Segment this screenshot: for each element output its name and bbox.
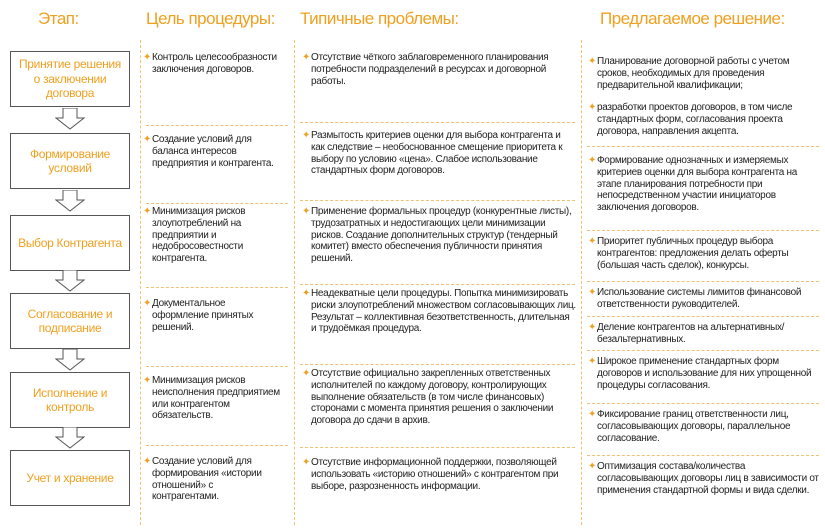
row-separator: [587, 403, 819, 404]
goal-item: [143, 456, 280, 503]
solution-text: Использование системы лимитов финансовой ответственности руководителей.: [597, 287, 802, 310]
solution-item: [588, 461, 819, 496]
bullet-icon: ✦: [143, 456, 152, 467]
bullet-icon: ✦: [588, 322, 597, 333]
bullet-icon: ✦: [302, 52, 311, 63]
down-arrow-icon: [55, 349, 85, 371]
problem-text: Отсутствие чёткого заблаговременного планирования потребности подразделений в ресурсах и договорной работы.: [311, 52, 549, 87]
stage-label: Формирование условий: [29, 146, 111, 175]
header-solution: Предлагаемое решение:: [600, 9, 785, 28]
row-separator: [300, 364, 575, 365]
bullet-icon: ✦: [143, 134, 152, 145]
row-separator: [300, 447, 575, 448]
down-arrow-icon: [55, 427, 85, 449]
stage-label: Согласование и подписание: [27, 306, 113, 335]
stage-box-approval: [10, 293, 130, 349]
problem-item: [302, 206, 576, 265]
bullet-icon: ✦: [588, 102, 597, 113]
row-separator: [587, 281, 819, 282]
row-separator: [146, 366, 288, 367]
bullet-icon: ✦: [302, 130, 311, 141]
bullet-icon: ✦: [143, 52, 152, 63]
bullet-icon: ✦: [588, 461, 597, 472]
bullet-icon: ✦: [143, 375, 152, 386]
bullet-icon: ✦: [143, 206, 152, 217]
solution-text: разработки проектов договоров, в том числе стандартных форм, согласования проекта договора, направления акцепта.: [597, 102, 793, 137]
stage-box-execution: [10, 372, 130, 428]
row-separator: [146, 125, 288, 126]
row-separator: [146, 445, 288, 446]
solution-item: [588, 409, 819, 444]
goal-item: [143, 375, 280, 422]
goal-item: [143, 206, 280, 265]
problem-item: [302, 130, 576, 177]
row-separator: [300, 284, 575, 285]
bullet-icon: ✦: [302, 206, 311, 217]
problem-item: [302, 52, 576, 87]
solution-text: Формирование однозначных и измеряемых критериев оценки для выбора контрагента на этапе планирования потребности при непосредственном участии инициаторов заключения договоров.: [597, 155, 797, 214]
problem-item: [302, 288, 576, 335]
problem-text: Неадекватные цели процедуры. Попытка минимизировать риски злоупотреблений множеством согласовывающих лиц. Результат – коллективная безответственность, длительная и трудоёмкая процедура.: [311, 288, 576, 335]
solution-text: Приоритет публичных процедур выбора контрагентов: предложения делать оферты (большая часть сделок), конкурсы.: [597, 236, 789, 271]
problem-text: Размытость критериев оценки для выбора контрагента и как следствие – необоснованное смещение приоритета к выбору по условию «цена». Слабое использование стандартных форм договоров.: [311, 130, 563, 177]
goal-item: [143, 52, 280, 76]
stage-box-decision: [10, 51, 130, 107]
solution-item: [588, 155, 819, 214]
goal-text: Минимизация рисков неисполнения предприятием или контрагентом обязательств.: [152, 375, 280, 422]
solution-text: Широкое применение стандартных форм договоров и использование для них упрощенной процедуры согласования.: [597, 356, 812, 391]
row-separator: [587, 350, 819, 351]
goal-item: [143, 298, 280, 333]
goal-text: Документальное оформление принятых решений.: [152, 298, 254, 333]
down-arrow-icon: [55, 190, 85, 212]
problem-item: [302, 457, 576, 492]
stage-box-storage: [10, 450, 130, 506]
bullet-icon: ✦: [588, 356, 597, 367]
column-separator: [294, 40, 295, 525]
row-separator: [587, 455, 819, 456]
bullet-icon: ✦: [588, 56, 597, 67]
bullet-icon: ✦: [588, 287, 597, 298]
stage-box-contractor: [10, 215, 130, 271]
solution-text: Планирование договорной работы с учетом сроков, необходимых для проведения предварительной квалификации;: [597, 56, 790, 91]
bullet-icon: ✦: [302, 288, 311, 299]
stage-box-conditions: [10, 133, 130, 189]
column-separator: [140, 40, 141, 525]
solution-text: Фиксирование границ ответственности лиц, согласовывающих договоры, параллельное согласование.: [597, 409, 791, 444]
problem-text: Применение формальных процедур (конкурентные листы), трудозатратных и недостигающих цели минимизации рисков. Создание дополнительных структур (тендерный комитет) вместо обеспечения публичности принятия решений.: [311, 206, 572, 265]
stage-label: Исполнение и контроль: [32, 385, 108, 414]
goal-text: Создание условий для формирования «истории отношений» с контрагентами.: [152, 456, 262, 503]
solution-item: [588, 322, 819, 346]
bullet-icon: ✦: [143, 298, 152, 309]
goal-text: Минимизация рисков злоупотреблений на предприятии и недобросовестности контрагента.: [152, 206, 246, 265]
stage-label: Учет и хранение: [26, 470, 114, 485]
problem-text: Отсутствие официально закрепленных ответственных исполнителей по каждому договору, контролирующих выполнение обязательств (в том числе финансовых) сторонами с момента принятия решения о заключении договора до сдачи в архив.: [311, 368, 554, 427]
header-stage: Этап:: [38, 9, 79, 28]
solution-item: [588, 287, 819, 311]
stage-label: Принятие решения о заключении договора: [18, 57, 121, 101]
problem-item: [302, 368, 576, 427]
solution-text: Деление контрагентов на альтернативных/безальтернативных.: [597, 322, 785, 345]
bullet-icon: ✦: [588, 409, 597, 420]
row-separator: [300, 200, 575, 201]
solution-text: Оптимизация состава/количества согласовывающих договоры лиц в зависимости от применения стандартной формы и вида сделки.: [597, 461, 819, 496]
solution-item: [588, 56, 819, 91]
solution-item: [588, 102, 819, 137]
row-separator: [587, 146, 819, 147]
row-separator: [587, 230, 819, 231]
bullet-icon: ✦: [302, 457, 311, 468]
row-separator: [587, 316, 819, 317]
down-arrow-icon: [55, 108, 85, 130]
column-separator: [581, 40, 582, 525]
goal-text: Создание условий для баланса интересов предприятия и контрагента.: [152, 134, 274, 169]
stage-label: Выбор Контрагента: [18, 235, 122, 250]
goal-item: [143, 134, 280, 169]
problem-text: Отсутствие информационной поддержки, позволяющей использовать «историю отношений» с контрагентом при выборе, разрозненность информации.: [311, 457, 559, 492]
down-arrow-icon: [55, 270, 85, 292]
goal-text: Контроль целесообразности заключения договоров.: [152, 52, 277, 75]
header-goal: Цель процедуры:: [146, 9, 275, 28]
bullet-icon: ✦: [588, 155, 597, 166]
row-separator: [146, 203, 288, 204]
row-separator: [300, 122, 575, 123]
header-problems: Типичные проблемы:: [300, 9, 459, 28]
solution-item: [588, 236, 819, 271]
bullet-icon: ✦: [588, 236, 597, 247]
bullet-icon: ✦: [302, 368, 311, 379]
solution-item: [588, 356, 819, 391]
row-separator: [146, 287, 288, 288]
